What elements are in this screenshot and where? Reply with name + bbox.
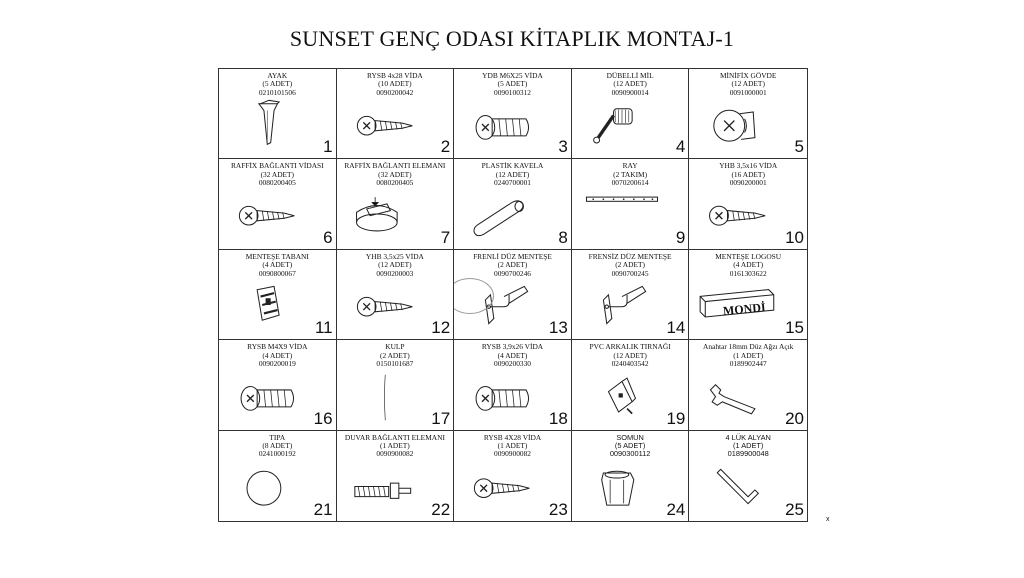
part-name: FRENSİZ DÜZ MENTEŞE [588,251,672,261]
part-code: 0090900014 [611,87,649,97]
part-name: DÜBELLİ MİL [606,71,654,80]
part-caption [689,162,807,187]
wall-anchor-icon [343,459,428,517]
part-name: SOMUN [616,432,644,442]
hinge-plate-icon [225,278,310,335]
part-number: 14 [666,318,686,338]
page-title: SUNSET GENÇ ODASI KİTAPLIK MONTAJ-1 [289,26,735,51]
part-cell [572,69,690,159]
part-caption [337,253,454,278]
part-caption [219,343,336,368]
part-cell [572,340,690,430]
part-caption [454,72,571,97]
part-number: 6 [323,227,333,247]
part-quantity: (2 ADET) [615,260,645,270]
part-quantity: (1 ADET) [733,350,764,360]
part-caption [572,253,689,278]
part-name: RYSB M4X9 VİDA [247,342,308,352]
part-number: 18 [548,408,568,428]
part-caption [572,434,689,459]
part-code: 0189900048 [727,449,769,459]
part-quantity: (12 ADET) [731,79,765,89]
part-quantity: (12 ADET) [613,350,647,360]
part-cell [689,159,807,249]
part-caption [689,343,807,368]
part-code: 0090300112 [609,449,651,459]
part-cell [337,340,455,430]
part-code: 0090700245 [611,268,649,278]
part-quantity: (8 ADET) [262,441,293,450]
part-name: RYSB 3,9x26 VİDA [481,342,544,352]
part-quantity: (4 ADET) [262,260,293,270]
part-quantity: (12 ADET) [378,260,412,270]
part-code: 0070200614 [611,178,649,188]
part-quantity: (10 ADET) [378,79,412,89]
connector-icon [343,187,428,244]
part-number: 3 [558,137,568,157]
part-caption [454,162,571,187]
part-quantity: (1 ADET) [380,441,410,450]
clip-icon [578,368,663,425]
part-code: 0090900082 [376,449,414,459]
part-quantity: (16 ADET) [731,169,765,179]
part-number: 9 [675,227,686,247]
part-name: MİNİFİX GÖVDE [719,71,777,80]
part-number: 11 [314,318,333,338]
part-cell [572,250,690,340]
part-quantity: (2 ADET) [497,260,528,270]
part-code: 0240403542 [611,359,649,368]
part-number: 22 [431,500,451,519]
part-cell [219,69,337,159]
part-number: 24 [666,500,686,519]
screw-icon [343,278,428,335]
part-cell [689,340,807,430]
part-caption [337,162,454,187]
part-caption [689,72,807,97]
part-quantity: (4 ADET) [497,350,528,360]
part-quantity: (32 ADET) [378,169,412,179]
part-code: 0090200019 [258,359,296,368]
part-quantity: (5 ADET) [262,79,293,89]
part-code: 0090200330 [494,359,531,368]
part-name: TIPA [269,432,286,442]
part-name: Anahtar 18mm Düz Ağzı Açık [703,342,794,352]
part-name: MENTEŞE TABANI [245,251,309,261]
part-name: RYSB 4X28 VİDA [483,432,542,442]
part-number: 16 [313,408,333,428]
part-code: 0240700001 [494,178,531,188]
part-code: 0080200405 [258,178,296,188]
part-cell [689,431,807,521]
part-cell [454,250,572,340]
part-name: YDB M6X25 VİDA [482,71,543,80]
cap-icon [225,459,310,517]
part-caption [572,343,689,368]
part-number: 7 [440,227,451,247]
part-caption [219,253,336,278]
dowel-icon [460,187,545,244]
screw-icon [343,97,428,154]
part-code: 0090700246 [494,268,531,278]
part-quantity: (1 ADET) [497,441,528,450]
part-cell [219,340,337,430]
part-code: 0090200042 [376,87,414,97]
part-code: 0090100312 [494,87,531,97]
part-number: 5 [794,137,804,157]
part-quantity: (2 TAKIM) [613,169,648,179]
part-number: 21 [313,500,333,519]
part-code: 0090800067 [258,268,296,278]
minifix-icon [695,97,781,154]
part-caption [337,72,454,97]
part-caption [689,253,807,278]
part-cell [219,431,337,521]
part-quantity: (32 ADET) [260,169,295,179]
part-name: RAY [622,161,638,171]
part-quantity: (4 ADET) [262,350,293,360]
part-name: PLASTİK KAVELA [481,161,544,171]
part-number: 2 [440,137,451,157]
screw-icon [460,459,545,517]
part-number: 23 [548,500,568,519]
part-number: 15 [785,318,804,338]
footnote-mark: x [826,516,830,523]
part-cell [337,159,455,249]
part-cell [572,159,690,249]
screw-icon [225,187,310,244]
part-name: FRENLİ DÜZ MENTEŞE [473,251,552,261]
part-name: YHB 3,5x25 VİDA [365,251,424,261]
part-caption [572,162,689,187]
rail-icon [578,187,663,244]
part-number: 13 [548,318,568,338]
part-code: 0210101506 [258,87,296,97]
part-cell [454,340,572,430]
part-caption [454,253,571,278]
part-caption [337,434,454,459]
part-quantity: (4 ADET) [733,260,764,270]
part-code: 0091000001 [729,87,767,97]
part-code: 0150101687 [376,359,414,368]
part-cell [454,431,572,521]
bolt-icon [460,368,545,425]
part-code: 0080200405 [376,178,414,188]
hinge-icon [578,278,663,335]
part-name: MENTEŞE LOGOSU [715,251,782,261]
part-cell [689,69,807,159]
part-name: RAFFİX BAĞLANTI ELEMANI [344,161,446,171]
part-cell [337,250,455,340]
screw-icon [695,187,781,244]
part-number: 17 [431,408,451,428]
part-caption [219,72,336,97]
part-quantity: (1 ADET) [732,441,764,450]
bolt-icon [225,368,310,425]
part-name: YHB 3,5x16 VİDA [719,161,778,171]
part-cell [689,250,807,340]
part-name: PVC ARKALIK TIRNAĞI [589,342,671,352]
part-number: 8 [558,227,568,247]
part-caption [337,343,454,368]
nut-icon [578,459,663,517]
logo-text: MONDİ [722,299,767,318]
part-code: 0241000192 [258,449,296,459]
part-caption [454,434,571,459]
dowel-pin-icon [578,97,663,154]
part-cell [337,69,455,159]
part-number: 25 [785,500,804,519]
part-quantity: (2 ADET) [380,350,410,360]
part-code: 0189902447 [729,359,767,368]
part-name: RYSB 4x28 VİDA [367,71,423,80]
part-number: 20 [785,408,804,428]
part-caption [454,343,571,368]
part-caption [689,434,807,459]
part-cell [219,250,337,340]
part-number: 12 [431,318,451,338]
allen-key-icon [695,459,781,517]
part-cell [572,431,690,521]
parts-grid [218,68,808,522]
part-quantity: (12 ADET) [495,169,530,179]
part-quantity: (5 ADET) [614,441,646,450]
part-cell [337,431,455,521]
part-quantity: (12 ADET) [613,79,647,89]
part-cell [454,69,572,159]
part-name: KULP [385,342,405,352]
part-name: DUVAR BAĞLANTI ELEMANI [344,432,445,442]
part-cell [454,159,572,249]
part-caption [572,72,689,97]
part-caption [219,162,336,187]
part-code: 0090200001 [729,178,767,188]
part-name: RAFFİX BAĞLANTI VİDASI [230,161,324,171]
bolt-icon [460,97,545,154]
wrench-icon [695,368,781,425]
leg-icon [225,97,310,154]
part-quantity: (5 ADET) [497,79,528,89]
part-code: 0161303622 [729,268,767,278]
handle-icon [343,368,428,425]
part-name: 4 LÜK ALYAN [725,432,771,442]
part-number: 19 [666,408,686,428]
part-number: 4 [675,137,686,157]
part-cell [219,159,337,249]
part-number: 10 [785,227,804,247]
part-caption [219,434,336,459]
part-number: 1 [323,137,333,157]
part-code: 0090200003 [376,268,414,278]
part-code: 0090900082 [494,449,531,459]
part-name: AYAK [267,71,288,80]
